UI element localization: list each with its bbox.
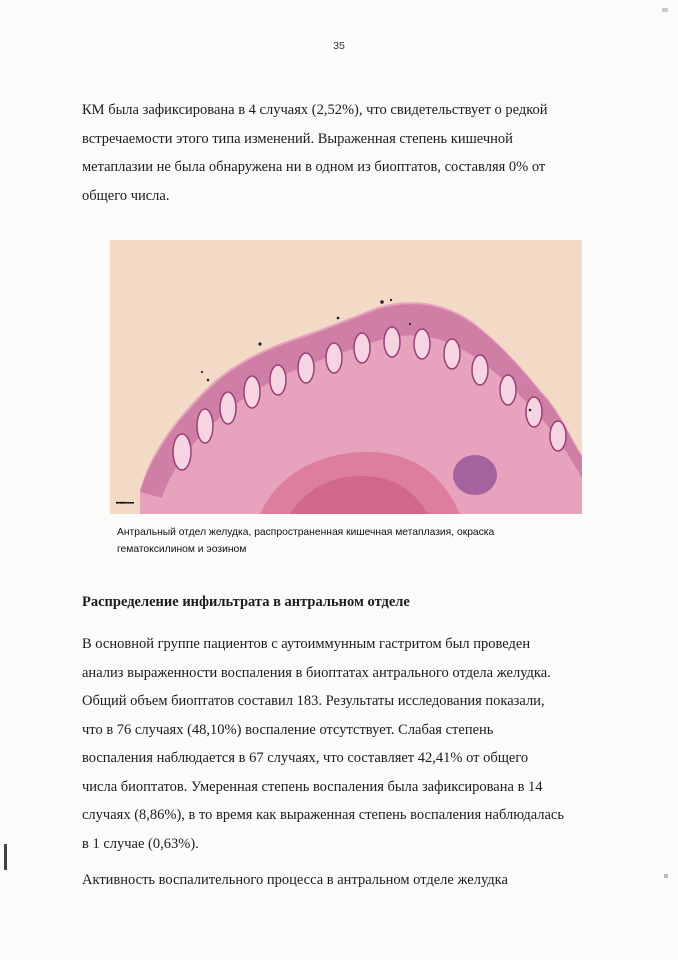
paragraph-intro bbox=[82, 96, 602, 210]
paragraph-activity bbox=[82, 866, 602, 895]
text-line: числа биоптатов. Умеренная степень воспаления была зафиксирована в 14 bbox=[82, 778, 543, 795]
caption-line: гематоксилином и эозином bbox=[117, 543, 247, 555]
text-line: что в 76 случаях (48,10%) воспаление отсутствует. Слабая степень bbox=[82, 721, 494, 738]
histology-micrograph bbox=[110, 240, 582, 514]
histology-image bbox=[110, 240, 582, 514]
scan-edge-mark bbox=[4, 844, 7, 870]
section-heading: Распределение инфильтрата в антральном отделе bbox=[82, 594, 410, 610]
text-line: анализ выраженности воспаления в биоптатах антрального отдела желудка. bbox=[82, 664, 551, 681]
text-line: метаплазии не была обнаружена ни в одном из биоптатов, составляя 0% от bbox=[82, 159, 546, 175]
figure-caption bbox=[117, 525, 577, 558]
text-line: В основной группе пациентов с аутоиммунным гастритом был проведен bbox=[82, 636, 531, 652]
text-line: в 1 случае (0,63%). bbox=[82, 835, 199, 852]
text-line: случаях (8,86%), в то время как выраженная степень воспаления наблюдалась bbox=[82, 807, 564, 823]
text-line: Активность воспалительного процесса в антральном отделе желудка bbox=[82, 872, 508, 888]
text-line: общего числа. bbox=[82, 187, 170, 204]
scale-bar-label: 0.100 mm bbox=[116, 500, 134, 505]
caption-line: Антральный отдел желудка, распространенная кишечная метаплазия, окраска bbox=[117, 527, 495, 538]
text-line: воспаления наблюдается в 67 случаях, что составляет 42,41% от общего bbox=[82, 750, 529, 766]
page-number: 35 bbox=[333, 40, 345, 52]
text-line: КМ была зафиксирована в 4 случаях (2,52%), что свидетельствует о редкой bbox=[82, 102, 548, 118]
scan-dust-mark bbox=[664, 874, 668, 878]
text-line: Общий объем биоптатов составил 183. Результаты исследования показали, bbox=[82, 693, 545, 709]
scan-dust-mark bbox=[662, 8, 668, 12]
text-line: встречаемости этого типа изменений. Выраженная степень кишечной bbox=[82, 130, 513, 147]
paragraph-results bbox=[82, 630, 602, 858]
